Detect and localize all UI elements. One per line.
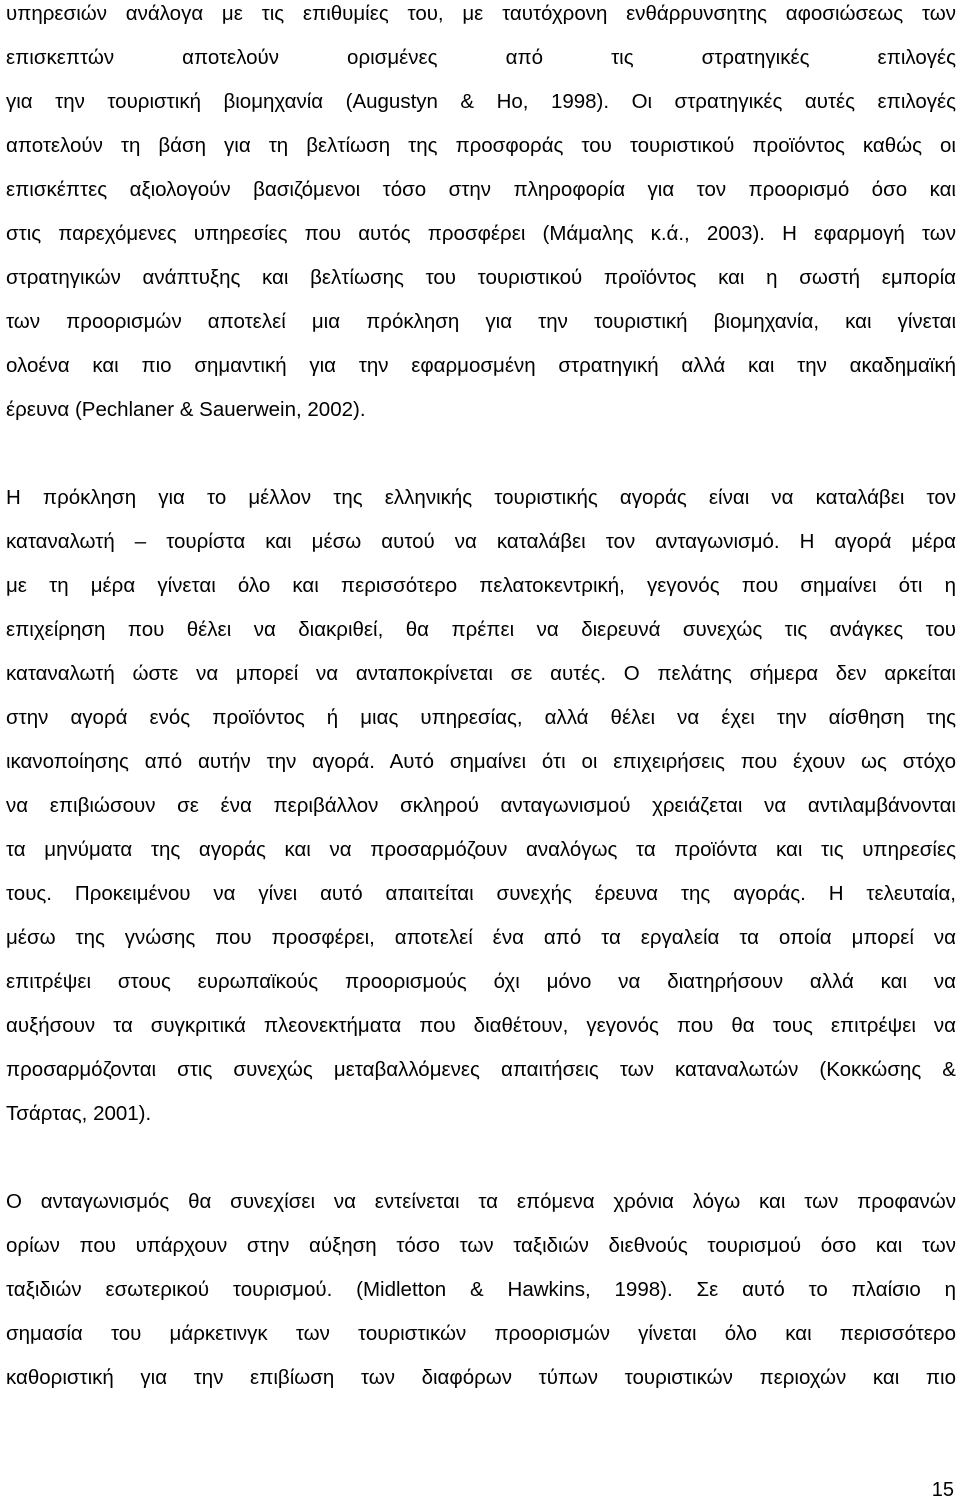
text-line: στις παρεχόμενες υπηρεσίες που αυτός προσφέρει (Μάμαλης κ.ά., 2003). Η εφαρμογή των: [6, 222, 956, 245]
text-line: τους. Προκειμένου να γίνει αυτό απαιτείται συνεχής έρευνα της αγοράς. Η τελευταία,: [6, 882, 956, 905]
text-line: καταναλωτή – τουρίστα και μέσω αυτού να καταλάβει τον ανταγωνισμό. Η αγορά μέρα: [6, 530, 956, 553]
text-line: μέσω της γνώσης που προσφέρει, αποτελεί ένα από τα εργαλεία τα οποία μπορεί να: [6, 926, 956, 949]
text-line: Ο ανταγωνισμός θα συνεχίσει να εντείνεται τα επόμενα χρόνια λόγω και των προφανών: [6, 1190, 956, 1213]
text-line: ικανοποίησης από αυτήν την αγορά. Αυτό σημαίνει ότι οι επιχειρήσεις που έχουν ως στόχο: [6, 750, 956, 773]
text-line: Τσάρτας, 2001).: [6, 1102, 152, 1125]
text-line: των προορισμών αποτελεί μια πρόκληση για την τουριστική βιομηχανία, και γίνεται: [6, 310, 956, 333]
text-line: επισκεπτών αποτελούν ορισμένες από τις στρατηγικές επιλογές: [6, 46, 956, 69]
text-line: καταναλωτή ώστε να μπορεί να ανταποκρίνεται σε αυτές. Ο πελάτης σήμερα δεν αρκείται: [6, 662, 956, 685]
text-line: ορίων που υπάρχουν στην αύξηση τόσο των ταξιδιών διεθνούς τουρισμού όσο και των: [6, 1234, 956, 1257]
text-line: επισκέπτες αξιολογούν βασιζόμενοι τόσο στην πληροφορία για τον προορισμό όσο και: [6, 178, 956, 201]
text-line: επιχείρηση που θέλει να διακριθεί, θα πρέπει να διερευνά συνεχώς τις ανάγκες του: [6, 618, 956, 641]
text-line: καθοριστική για την επιβίωση των διαφόρων τύπων τουριστικών περιοχών και πιο: [6, 1366, 956, 1389]
text-line: να επιβιώσουν σε ένα περιβάλλον σκληρού ανταγωνισμού χρειάζεται να αντιλαμβάνονται: [6, 794, 956, 817]
text-line: σημασία του μάρκετινγκ των τουριστικών προορισμών γίνεται όλο και περισσότερο: [6, 1322, 956, 1345]
text-line: έρευνα (Pechlaner & Sauerwein, 2002).: [6, 398, 366, 421]
text-line: αποτελούν τη βάση για τη βελτίωση της προσφοράς του τουριστικού προϊόντος καθώς οι: [6, 134, 956, 157]
text-line: αυξήσουν τα συγκριτικά πλεονεκτήματα που διαθέτουν, γεγονός που θα τους επιτρέψει να: [6, 1014, 956, 1037]
text-line: προσαρμόζονται στις συνεχώς μεταβαλλόμενες απαιτήσεις των καταναλωτών (Κοκκώσης &: [6, 1058, 956, 1081]
text-line: ολοένα και πιο σημαντική για την εφαρμοσμένη στρατηγική αλλά και την ακαδημαϊκή: [6, 354, 956, 377]
text-line: στρατηγικών ανάπτυξης και βελτίωσης του τουριστικού προϊόντος και η σωστή εμπορία: [6, 266, 956, 289]
text-line: τα μηνύματα της αγοράς και να προσαρμόζουν αναλόγως τα προϊόντα και τις υπηρεσίες: [6, 838, 956, 861]
text-line: υπηρεσιών ανάλογα με τις επιθυμίες του, με ταυτόχρονη ενθάρρυνσητης αφοσιώσεως των: [6, 2, 956, 25]
page-number: 15: [931, 1479, 954, 1501]
text-line: ταξιδιών εσωτερικού τουρισμού. (Midletton & Hawkins, 1998). Σε αυτό το πλαίσιο η: [6, 1278, 956, 1301]
text-line: στην αγορά ενός προϊόντος ή μιας υπηρεσίας, αλλά θέλει να έχει την αίσθηση της: [6, 706, 956, 729]
text-line: για την τουριστική βιομηχανία (Augustyn & Ho, 1998). Οι στρατηγικές αυτές επιλογές: [6, 90, 956, 113]
text-line: επιτρέψει στους ευρωπαϊκούς προορισμούς όχι μόνο να διατηρήσουν αλλά και να: [6, 970, 956, 993]
text-line: Η πρόκληση για το μέλλον της ελληνικής τουριστικής αγοράς είναι να καταλάβει τον: [6, 486, 956, 509]
text-line: με τη μέρα γίνεται όλο και περισσότερο πελατοκεντρική, γεγονός που σημαίνει ότι η: [6, 574, 956, 597]
